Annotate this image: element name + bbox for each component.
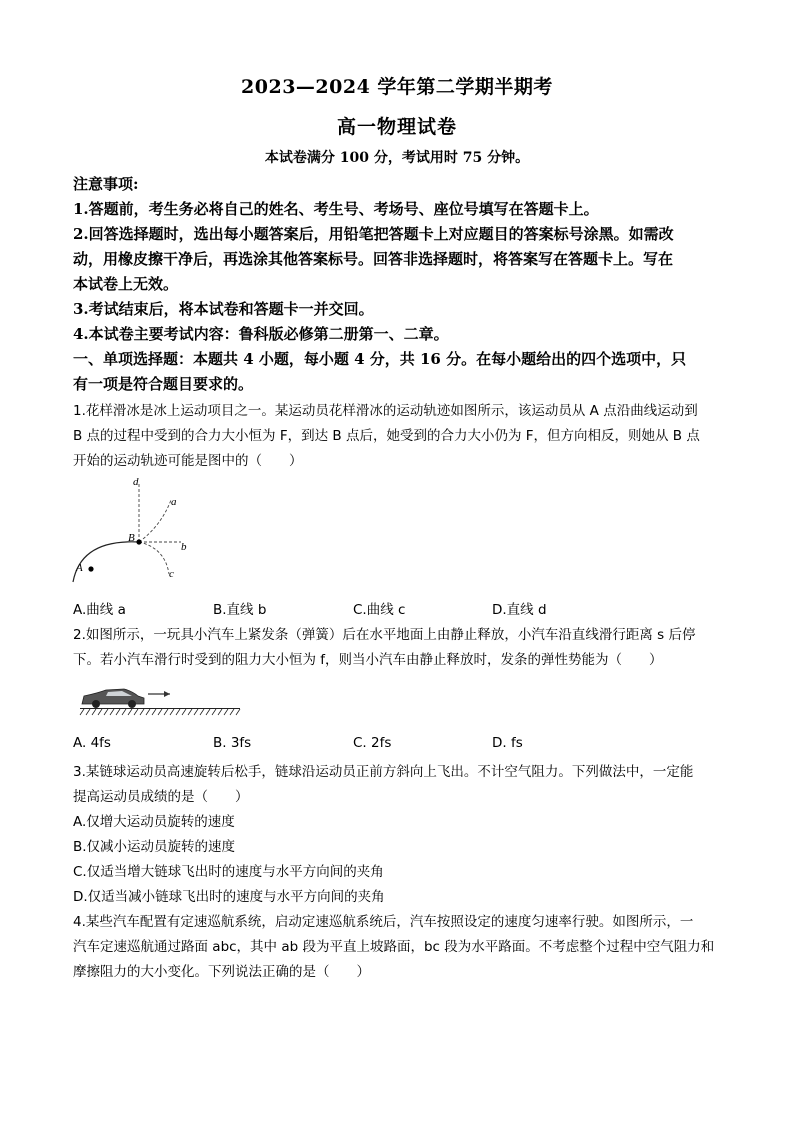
q2-option-a: A. 4fs [73,735,111,751]
notice-item-4: 4.本试卷主要考试内容：鲁科版必修第二册第一、二章。 [73,325,449,343]
notice-item-2-line-2: 动，用橡皮擦干净后，再选涂其他答案标号。回答非选择题时，将答案写在答题卡上。写在 [73,250,674,268]
exam-subject: 高一物理试卷 [336,116,457,138]
q2-text-line-1: 2.如图所示，一玩具小汽车上紧发条（弹簧）后在水平地面上由静止释放，小汽车沿直线滑行距离 s 后停 [73,627,696,643]
notice-item-2-line-1: 2.回答选择题时，选出每小题答案后，用铅笔把答题卡上对应题目的答案标号涂黑。如需改 [73,225,674,243]
ground-hatch [80,709,240,715]
curve-a [139,500,171,542]
label-a: a [171,496,177,508]
point-b [136,539,141,544]
q2-toy-car-figure [80,680,270,720]
label-c: c [169,568,174,580]
notice-item-2-line-3: 本试卷上无效。 [73,275,179,293]
q3-option-a: A.仅增大运动员旋转的速度 [73,814,235,830]
section-1-heading-cont: 有一项是符合题目要求的。 [73,375,254,393]
q1-option-a: A.曲线 a [73,602,126,618]
label-point-a: A [76,562,83,574]
q1-text-line-2: B 点的过程中受到的合力大小恒为 F，到达 B 点后，她受到的合力大小仍为 F，但方向相反，则她从 B 点 [73,428,700,444]
point-a [88,566,93,571]
section-1-heading: 一、单项选择题：本题共 4 小题，每小题 4 分，共 16 分。在每小题给出的四个选项中，只 [73,350,687,368]
q1-option-b: B.直线 b [213,602,267,618]
q3-option-c: C.仅适当增大链球飞出时的速度与水平方向间的夹角 [73,864,384,880]
q4-text-line-2: 汽车定速巡航通过路面 abc，其中 ab 段为平直上坡路面，bc 段为水平路面。不考虑整个过程中空气阻力和 [73,939,715,955]
q1-text-line-3: 开始的运动轨迹可能是图中的（ ） [73,453,303,469]
q2-text-line-2: 下。若小汽车滑行时受到的阻力大小恒为 f，则当小汽车由静止释放时，发条的弹性势能为（ ） [73,652,663,668]
curve-c [139,542,169,574]
q1-option-d: D.直线 d [492,602,547,618]
q3-option-b: B.仅减小运动员旋转的速度 [73,839,236,855]
q2-option-c: C. 2fs [353,735,392,751]
q4-text-line-1: 4.某些汽车配置有定速巡航系统，启动定速巡航系统后，汽车按照设定的速度匀速率行驶。如图所示，一 [73,914,694,930]
exam-info: 本试卷满分 100 分，考试用时 75 分钟。 [264,150,530,166]
q4-text-line-3: 摩擦阻力的大小变化。下列说法正确的是（ ） [73,964,370,980]
q1-text-line-1: 1.花样滑冰是冰上运动项目之一。某运动员花样滑冰的运动轨迹如图所示，该运动员从 A 点沿曲线运动到 [73,403,698,419]
exam-title: 2023—2024 学年第二学期半期考 [241,76,553,98]
q2-option-d: D. fs [492,735,523,751]
label-d: d [133,476,139,488]
q3-option-d: D.仅适当减小链球飞出时的速度与水平方向间的夹角 [73,889,385,905]
label-b: b [181,541,187,553]
q1-option-c: C.曲线 c [353,602,406,618]
trajectory-arc-a-to-b [73,542,139,582]
q1-trajectory-figure [73,474,203,592]
label-point-b: B [128,532,135,544]
q3-text-line-1: 3.某链球运动员高速旋转后松手，链球沿运动员正前方斜向上飞出。不计空气阻力。下列做法中，一定能 [73,764,694,780]
notice-heading: 注意事项: [73,175,139,193]
notice-item-3: 3.考试结束后，将本试卷和答题卡一并交回。 [73,300,374,318]
q3-text-line-2: 提高运动员成绩的是（ ） [73,789,249,805]
notice-item-1: 1.答题前，考生务必将自己的姓名、考生号、考场号、座位号填写在答题卡上。 [73,200,599,218]
q2-option-b: B. 3fs [213,735,252,751]
